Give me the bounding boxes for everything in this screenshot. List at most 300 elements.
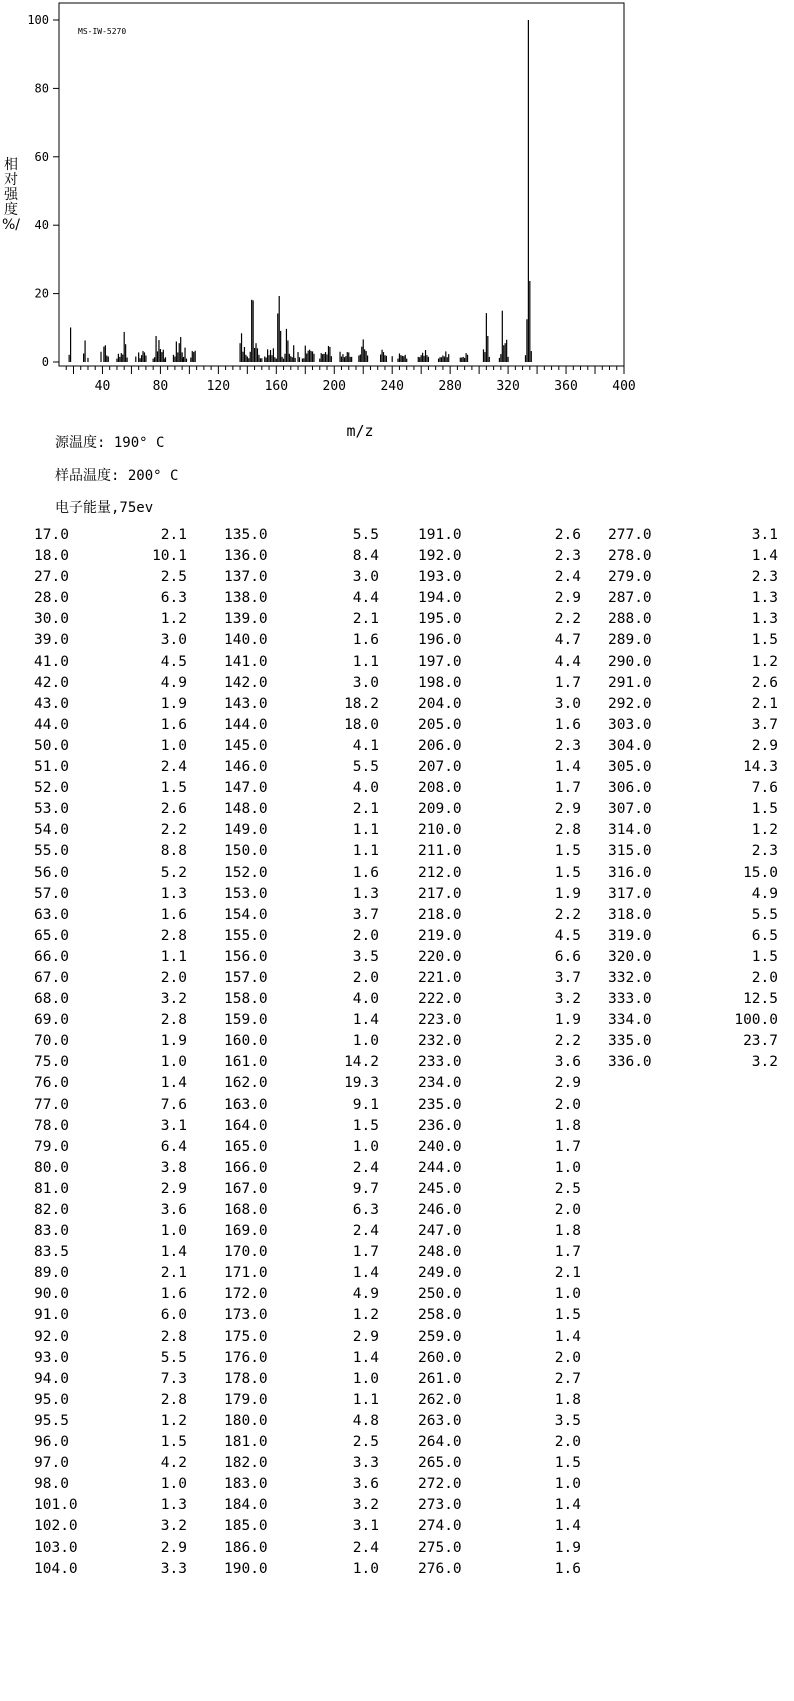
- peak-intensity: 4.7: [554, 632, 581, 649]
- peak-intensity: 1.0: [160, 737, 187, 754]
- peak-mz: 249.0: [418, 1265, 462, 1282]
- peak-table-row: [0, 1010, 794, 1031]
- peak-mz: 181.0: [224, 1434, 268, 1451]
- peak-mz: 250.0: [418, 1286, 462, 1303]
- peak-intensity: 1.3: [751, 590, 778, 607]
- peak-mz: 50.0: [34, 737, 69, 754]
- peak-intensity: 4.9: [160, 674, 187, 691]
- peak-intensity: 1.1: [352, 843, 379, 860]
- peak-intensity: 1.5: [160, 780, 187, 797]
- peak-intensity: 1.8: [554, 1223, 581, 1240]
- y-axis-label-char: 强: [4, 187, 18, 203]
- peak-intensity: 4.9: [751, 885, 778, 902]
- peak-mz: 196.0: [418, 632, 462, 649]
- y-tick-label: 100: [27, 13, 49, 27]
- peak-mz: 66.0: [34, 948, 69, 965]
- peak-intensity: 2.9: [160, 1539, 187, 1556]
- peak-table-row: [0, 905, 794, 926]
- peak-intensity: 4.9: [352, 1286, 379, 1303]
- peak-intensity: 15.0: [743, 864, 778, 881]
- peak-mz: 190.0: [224, 1560, 268, 1577]
- peak-intensity: 4.2: [160, 1455, 187, 1472]
- peak-mz: 194.0: [418, 590, 462, 607]
- peak-mz: 207.0: [418, 759, 462, 776]
- peak-table-row: [0, 1305, 794, 1326]
- peak-table-row: [0, 1116, 794, 1137]
- peak-mz: 335.0: [608, 1033, 652, 1050]
- y-tick-label: 0: [41, 355, 49, 369]
- peak-table-row: [0, 673, 794, 694]
- peak-mz: 279.0: [608, 569, 652, 586]
- peak-mz: 265.0: [418, 1455, 462, 1472]
- peak-table-row: [0, 1369, 794, 1390]
- peak-mz: 65.0: [34, 927, 69, 944]
- peak-mz: 173.0: [224, 1307, 268, 1324]
- peak-intensity: 4.4: [554, 653, 581, 670]
- peak-mz: 136.0: [224, 548, 268, 565]
- peak-intensity: 1.2: [352, 1307, 379, 1324]
- peak-table-row: [0, 757, 794, 778]
- peak-mz: 275.0: [418, 1539, 462, 1556]
- peak-mz: 259.0: [418, 1328, 462, 1345]
- peak-intensity: 1.5: [751, 948, 778, 965]
- peak-intensity: 3.0: [554, 695, 581, 712]
- peak-intensity: 2.5: [554, 1180, 581, 1197]
- peak-table-row: [0, 1327, 794, 1348]
- peak-table-row: [0, 1390, 794, 1411]
- peak-intensity: 3.7: [751, 716, 778, 733]
- peak-table-row: [0, 736, 794, 757]
- electron-energy: 电子能量,75ev: [55, 500, 154, 516]
- peak-intensity: 3.1: [751, 527, 778, 543]
- peak-table-row: [0, 1158, 794, 1179]
- peak-mz: 208.0: [418, 780, 462, 797]
- peak-mz: 158.0: [224, 991, 268, 1008]
- peak-table-row: [0, 1031, 794, 1052]
- peak-intensity: 1.0: [352, 1560, 379, 1577]
- peak-mz: 79.0: [34, 1138, 69, 1155]
- peak-mz: 258.0: [418, 1307, 462, 1324]
- peak-intensity: 1.4: [751, 548, 778, 565]
- peak-intensity: 2.0: [352, 927, 379, 944]
- peak-intensity: 2.6: [160, 801, 187, 818]
- peak-mz: 153.0: [224, 885, 268, 902]
- y-axis-label-char: 相: [4, 157, 18, 173]
- peak-mz: 164.0: [224, 1117, 268, 1134]
- peak-mz: 220.0: [418, 948, 462, 965]
- peak-intensity: 2.4: [352, 1223, 379, 1240]
- peak-mz: 78.0: [34, 1117, 69, 1134]
- peak-intensity: 2.3: [554, 737, 581, 754]
- peak-intensity: 1.5: [751, 632, 778, 649]
- peak-mz: 212.0: [418, 864, 462, 881]
- peak-intensity: 7.3: [160, 1370, 187, 1387]
- peak-mz: 162.0: [224, 1075, 268, 1092]
- peak-intensity: 2.0: [554, 1096, 581, 1113]
- peak-mz: 306.0: [608, 780, 652, 797]
- peak-intensity: 1.1: [160, 948, 187, 965]
- peak-mz: 206.0: [418, 737, 462, 754]
- peak-intensity: 1.0: [352, 1138, 379, 1155]
- peak-mz: 52.0: [34, 780, 69, 797]
- peak-table-row: [0, 968, 794, 989]
- x-tick-label: 200: [322, 379, 346, 394]
- peak-mz: 176.0: [224, 1349, 268, 1366]
- peak-table-row: [0, 609, 794, 630]
- peak-mz: 159.0: [224, 1012, 268, 1029]
- peak-table-row: [0, 1263, 794, 1284]
- peak-intensity: 3.3: [352, 1455, 379, 1472]
- peak-intensity: 2.3: [751, 843, 778, 860]
- peak-intensity: 1.6: [160, 1286, 187, 1303]
- peak-table-row: [0, 546, 794, 567]
- peak-mz: 44.0: [34, 716, 69, 733]
- peak-intensity: 19.3: [344, 1075, 379, 1092]
- peak-mz: 98.0: [34, 1476, 69, 1493]
- peak-intensity: 1.8: [554, 1391, 581, 1408]
- peak-intensity: 1.0: [554, 1286, 581, 1303]
- peak-mz: 76.0: [34, 1075, 69, 1092]
- peak-mz: 191.0: [418, 527, 462, 543]
- peak-mz: 223.0: [418, 1012, 462, 1029]
- x-tick-label: 160: [264, 379, 289, 394]
- peak-table-row: [0, 799, 794, 820]
- peak-mz: 146.0: [224, 759, 268, 776]
- peak-intensity: 5.5: [352, 759, 379, 776]
- peak-mz: 304.0: [608, 737, 652, 754]
- peak-mz: 83.0: [34, 1223, 69, 1240]
- peak-mz: 240.0: [418, 1138, 462, 1155]
- peak-mz: 97.0: [34, 1455, 69, 1472]
- peak-intensity: 1.7: [554, 1138, 581, 1155]
- peak-intensity: 2.9: [352, 1328, 379, 1345]
- peak-mz: 170.0: [224, 1244, 268, 1261]
- peak-mz: 28.0: [34, 590, 69, 607]
- peak-mz: 315.0: [608, 843, 652, 860]
- peak-table-row: [0, 778, 794, 799]
- peak-mz: 140.0: [224, 632, 268, 649]
- peak-mz: 154.0: [224, 906, 268, 923]
- x-axis-label: m/z: [346, 422, 374, 440]
- peak-table: [0, 525, 794, 1580]
- peak-mz: 82.0: [34, 1202, 69, 1218]
- peak-mz: 17.0: [34, 527, 69, 543]
- peak-mz: 263.0: [418, 1412, 462, 1429]
- peak-mz: 142.0: [224, 674, 268, 691]
- peak-mz: 303.0: [608, 716, 652, 733]
- peak-mz: 245.0: [418, 1180, 462, 1197]
- peak-mz: 336.0: [608, 1054, 652, 1071]
- peak-table-row: [0, 1073, 794, 1094]
- peak-mz: 273.0: [418, 1497, 462, 1514]
- peak-intensity: 4.8: [352, 1412, 379, 1429]
- peak-intensity: 1.7: [352, 1244, 379, 1261]
- peak-mz: 93.0: [34, 1349, 69, 1366]
- peak-intensity: 1.0: [160, 1223, 187, 1240]
- spectrum-bars: [69, 20, 531, 362]
- peak-intensity: 2.4: [160, 759, 187, 776]
- peak-mz: 55.0: [34, 843, 69, 860]
- peak-mz: 68.0: [34, 991, 69, 1008]
- peak-mz: 316.0: [608, 864, 652, 881]
- peak-intensity: 1.5: [554, 864, 581, 881]
- peak-intensity: 5.5: [352, 527, 379, 543]
- peak-mz: 247.0: [418, 1223, 462, 1240]
- peak-table-row: [0, 1221, 794, 1242]
- peak-mz: 193.0: [418, 569, 462, 586]
- peak-table-row: [0, 1538, 794, 1559]
- peak-table-row: [0, 1242, 794, 1263]
- source-temperature: 源温度: 190° C: [55, 435, 165, 451]
- peak-intensity: 1.8: [554, 1117, 581, 1134]
- peak-mz: 184.0: [224, 1497, 268, 1514]
- peak-intensity: 2.9: [554, 801, 581, 818]
- peak-intensity: 2.8: [160, 927, 187, 944]
- peak-intensity: 1.6: [160, 906, 187, 923]
- peak-intensity: 1.6: [554, 716, 581, 733]
- peak-intensity: 3.7: [554, 969, 581, 986]
- peak-intensity: 2.1: [160, 1265, 187, 1282]
- peak-mz: 276.0: [418, 1560, 462, 1577]
- peak-mz: 192.0: [418, 548, 462, 565]
- peak-mz: 219.0: [418, 927, 462, 944]
- y-axis-label-char: 度: [4, 202, 18, 218]
- peak-intensity: 1.3: [160, 1497, 187, 1514]
- peak-mz: 274.0: [418, 1518, 462, 1535]
- peak-intensity: 1.6: [554, 1560, 581, 1577]
- peak-intensity: 1.2: [160, 1412, 187, 1429]
- peak-mz: 70.0: [34, 1033, 69, 1050]
- peak-mz: 94.0: [34, 1370, 69, 1387]
- peak-intensity: 1.0: [554, 1476, 581, 1493]
- peak-intensity: 2.2: [554, 1033, 581, 1050]
- peak-intensity: 1.6: [352, 864, 379, 881]
- y-tick-label: 80: [34, 81, 49, 96]
- peak-intensity: 4.5: [160, 653, 187, 670]
- peak-mz: 168.0: [224, 1202, 268, 1218]
- peak-intensity: 1.0: [160, 1054, 187, 1071]
- peak-table-row: [0, 1559, 794, 1580]
- peak-intensity: 1.9: [554, 1012, 581, 1029]
- peak-intensity: 5.5: [751, 906, 778, 923]
- peak-intensity: 3.0: [160, 632, 187, 649]
- peak-intensity: 1.4: [554, 1328, 581, 1345]
- peak-mz: 180.0: [224, 1412, 268, 1429]
- peak-mz: 101.0: [34, 1497, 78, 1514]
- peak-intensity: 6.6: [554, 948, 581, 965]
- peak-intensity: 2.4: [554, 569, 581, 586]
- peak-mz: 148.0: [224, 801, 268, 818]
- peak-intensity: 1.7: [554, 1244, 581, 1261]
- peak-mz: 217.0: [418, 885, 462, 902]
- peak-table-row: [0, 1516, 794, 1537]
- peak-intensity: 1.9: [554, 885, 581, 902]
- x-tick-label: 320: [496, 379, 520, 394]
- peak-intensity: 1.4: [352, 1265, 379, 1282]
- peak-mz: 157.0: [224, 969, 268, 986]
- y-axis-label-char: 对: [4, 172, 18, 188]
- peak-intensity: 6.0: [160, 1307, 187, 1324]
- peak-mz: 42.0: [34, 674, 69, 691]
- peak-mz: 57.0: [34, 885, 69, 902]
- peak-intensity: 2.0: [751, 969, 778, 986]
- peak-mz: 143.0: [224, 695, 268, 712]
- peak-mz: 248.0: [418, 1244, 462, 1261]
- y-axis-label: [2, 158, 20, 233]
- peak-intensity: 4.4: [352, 590, 379, 607]
- peak-table-row: [0, 715, 794, 736]
- peak-intensity: 1.4: [160, 1075, 187, 1092]
- peak-table-row: [0, 863, 794, 884]
- peak-mz: 210.0: [418, 822, 462, 839]
- peak-table-row: [0, 1095, 794, 1116]
- peak-intensity: 7.6: [751, 780, 778, 797]
- peak-intensity: 6.5: [751, 927, 778, 944]
- peak-mz: 278.0: [608, 548, 652, 565]
- peak-intensity: 3.3: [160, 1560, 187, 1577]
- peak-intensity: 4.0: [352, 780, 379, 797]
- peak-table-row: [0, 820, 794, 841]
- peak-mz: 195.0: [418, 611, 462, 628]
- peak-intensity: 1.4: [554, 1518, 581, 1535]
- peak-intensity: 3.6: [352, 1476, 379, 1493]
- peak-mz: 198.0: [418, 674, 462, 691]
- peak-intensity: 3.7: [352, 906, 379, 923]
- peak-intensity: 2.2: [554, 611, 581, 628]
- peak-intensity: 4.0: [352, 991, 379, 1008]
- peak-intensity: 6.3: [352, 1202, 379, 1218]
- peak-mz: 319.0: [608, 927, 652, 944]
- peak-mz: 209.0: [418, 801, 462, 818]
- peak-intensity: 3.0: [352, 674, 379, 691]
- peak-mz: 30.0: [34, 611, 69, 628]
- peak-mz: 232.0: [418, 1033, 462, 1050]
- peak-mz: 144.0: [224, 716, 268, 733]
- peak-mz: 290.0: [608, 653, 652, 670]
- peak-mz: 218.0: [418, 906, 462, 923]
- peak-intensity: 3.8: [160, 1159, 187, 1176]
- peak-intensity: 2.5: [160, 569, 187, 586]
- peak-mz: 264.0: [418, 1434, 462, 1451]
- peak-intensity: 100.0: [734, 1012, 778, 1029]
- peak-mz: 307.0: [608, 801, 652, 818]
- peak-mz: 51.0: [34, 759, 69, 776]
- peak-mz: 291.0: [608, 674, 652, 691]
- peak-mz: 167.0: [224, 1180, 268, 1197]
- peak-mz: 163.0: [224, 1096, 268, 1113]
- peak-mz: 211.0: [418, 843, 462, 860]
- peak-table-row: [0, 1474, 794, 1495]
- peak-mz: 305.0: [608, 759, 652, 776]
- peak-intensity: 10.1: [152, 548, 187, 565]
- peak-intensity: 4.1: [352, 737, 379, 754]
- peak-table-row: [0, 1411, 794, 1432]
- peak-intensity: 1.2: [160, 611, 187, 628]
- peak-mz: 18.0: [34, 548, 69, 565]
- peak-mz: 204.0: [418, 695, 462, 712]
- peak-mz: 138.0: [224, 590, 268, 607]
- peak-table-row: [0, 588, 794, 609]
- peak-mz: 150.0: [224, 843, 268, 860]
- peak-mz: 152.0: [224, 864, 268, 881]
- peak-intensity: 8.4: [352, 548, 379, 565]
- peak-intensity: 3.1: [352, 1518, 379, 1535]
- peak-intensity: 7.6: [160, 1096, 187, 1113]
- peak-mz: 260.0: [418, 1349, 462, 1366]
- peak-intensity: 1.9: [160, 1033, 187, 1050]
- peak-mz: 67.0: [34, 969, 69, 986]
- peak-intensity: 1.3: [751, 611, 778, 628]
- peak-mz: 233.0: [418, 1054, 462, 1071]
- peak-mz: 182.0: [224, 1455, 268, 1472]
- y-tick-label: 20: [34, 286, 49, 301]
- peak-intensity: 5.5: [160, 1349, 187, 1366]
- peak-mz: 137.0: [224, 569, 268, 586]
- peak-intensity: 6.4: [160, 1138, 187, 1155]
- peak-mz: 261.0: [418, 1370, 462, 1387]
- peak-intensity: 1.4: [554, 1497, 581, 1514]
- peak-mz: 222.0: [418, 991, 462, 1008]
- peak-intensity: 1.1: [352, 1391, 379, 1408]
- peak-intensity: 2.5: [352, 1434, 379, 1451]
- peak-mz: 166.0: [224, 1159, 268, 1176]
- x-tick-label: 120: [206, 379, 231, 394]
- peak-intensity: 1.5: [554, 1455, 581, 1472]
- peak-intensity: 14.2: [344, 1054, 379, 1071]
- chart-annotation: MS-IW-5270: [78, 27, 127, 36]
- x-tick-label: 80: [152, 379, 169, 394]
- mass-spectrum-chart: [0, 0, 794, 420]
- peak-table-row: [0, 1495, 794, 1516]
- peak-mz: 43.0: [34, 695, 69, 712]
- peak-intensity: 3.2: [751, 1054, 778, 1071]
- peak-table-row: [0, 652, 794, 673]
- x-tick-label: 280: [438, 379, 462, 394]
- peak-table-row: [0, 1432, 794, 1453]
- peak-intensity: 1.4: [554, 759, 581, 776]
- peak-intensity: 2.2: [554, 906, 581, 923]
- peak-mz: 149.0: [224, 822, 268, 839]
- peak-mz: 186.0: [224, 1539, 268, 1556]
- peak-intensity: 2.0: [160, 969, 187, 986]
- peak-intensity: 1.7: [554, 674, 581, 691]
- peak-mz: 183.0: [224, 1476, 268, 1493]
- peak-intensity: 4.5: [554, 927, 581, 944]
- peak-mz: 89.0: [34, 1265, 69, 1282]
- peak-intensity: 2.9: [554, 590, 581, 607]
- peak-mz: 262.0: [418, 1391, 462, 1408]
- peak-intensity: 2.9: [160, 1180, 187, 1197]
- x-tick-label: 240: [380, 379, 404, 394]
- peak-mz: 244.0: [418, 1159, 462, 1176]
- peak-intensity: 2.3: [751, 569, 778, 586]
- x-tick-label: 40: [94, 379, 111, 394]
- peak-mz: 95.5: [34, 1412, 69, 1429]
- peak-mz: 317.0: [608, 885, 652, 902]
- peak-intensity: 1.4: [352, 1012, 379, 1029]
- peak-table-row: [0, 1200, 794, 1221]
- peak-intensity: 2.4: [352, 1539, 379, 1556]
- peak-intensity: 1.0: [160, 1476, 187, 1493]
- peak-table-row: [0, 1453, 794, 1474]
- x-tick-label: 400: [612, 379, 636, 394]
- peak-intensity: 2.7: [554, 1370, 581, 1387]
- peak-intensity: 2.9: [554, 1075, 581, 1092]
- peak-mz: 147.0: [224, 780, 268, 797]
- peak-intensity: 18.0: [344, 716, 379, 733]
- peak-mz: 156.0: [224, 948, 268, 965]
- peak-table-row: [0, 694, 794, 715]
